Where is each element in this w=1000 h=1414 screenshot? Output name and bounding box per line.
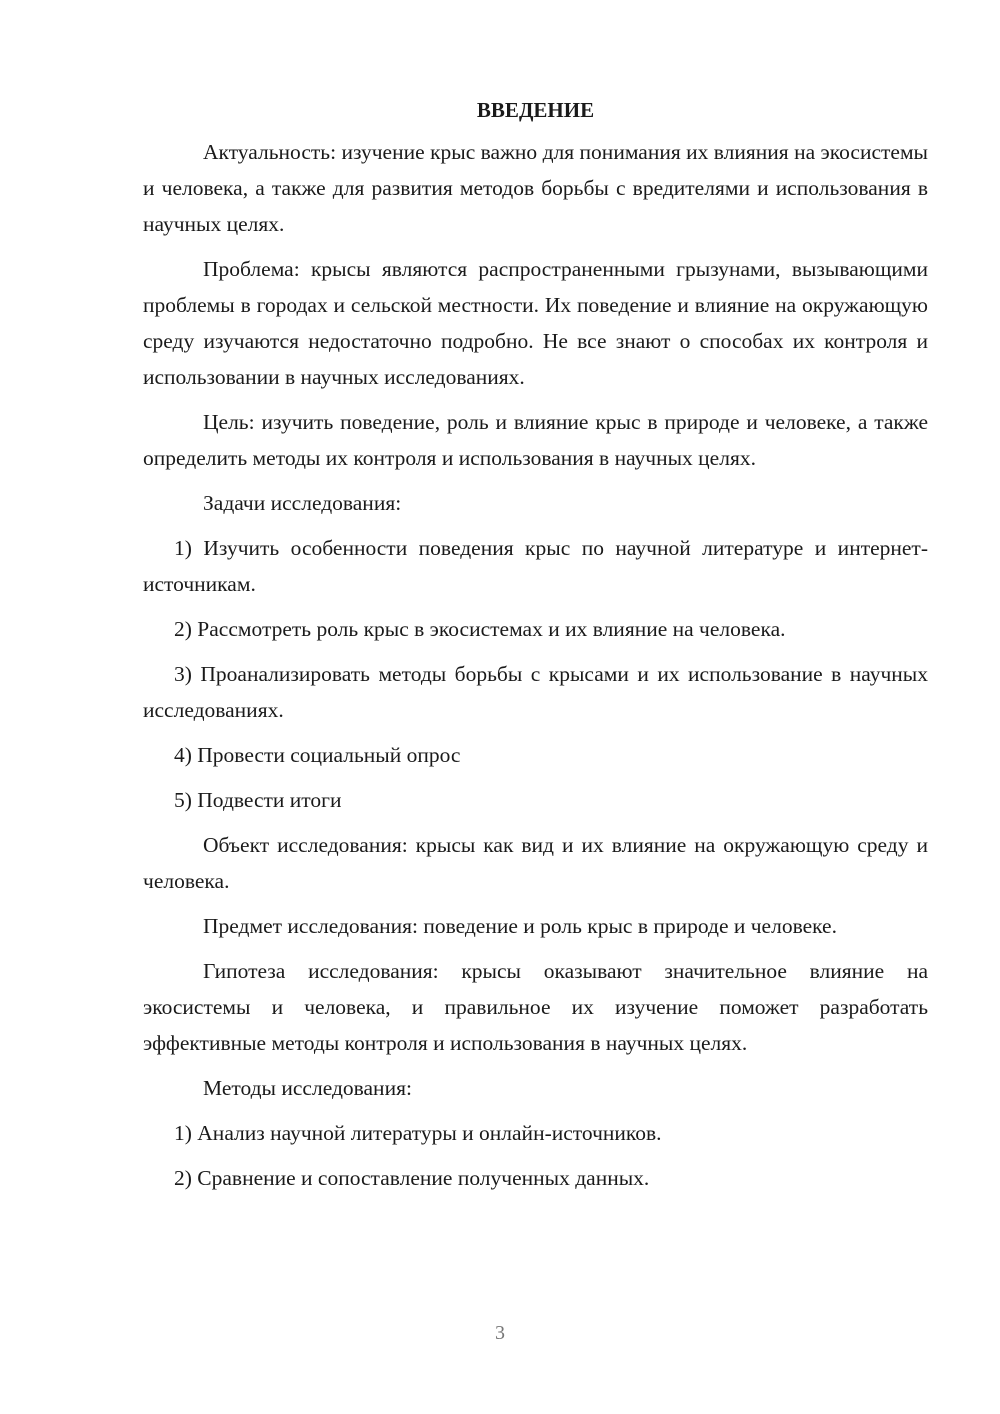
paragraph-goal: Цель: изучить поведение, роль и влияние крыс в природе и человеке, а также определить методы их контроля и использования в научных целях. (143, 410, 928, 470)
task-item-5: 5) Подвести итоги (174, 788, 342, 812)
paragraph-hypothesis: Гипотеза исследования: крысы оказывают значительное влияние на экосистемы и человека, и правильное их изучение поможет разработать эффективные методы контроля и использования в научных целях. (143, 959, 928, 1055)
task-item-1: 1) Изучить особенности поведения крыс по научной литературе и интернет-источникам. (143, 536, 928, 596)
method-item-1: 1) Анализ научной литературы и онлайн-источников. (174, 1121, 662, 1145)
paragraph-problem: Проблема: крысы являются распространенными грызунами, вызывающими проблемы в городах и сельской местности. Их поведение и влияние на окружающую среду изучаются недостаточно подробно. Не все знают о способах их контроля и использовании в научных исследованиях. (143, 257, 928, 389)
paragraph-object: Объект исследования: крысы как вид и их влияние на окружающую среду и человека. (143, 833, 928, 893)
paragraph-tasks-heading: Задачи исследования: (203, 491, 402, 515)
paragraph-relevance: Актуальность: изучение крыс важно для понимания их влияния на экосистемы и человека, а также для развития методов борьбы с вредителями и использования в научных целях. (143, 140, 928, 236)
section-title: ВВЕДЕНИЕ (476, 98, 595, 122)
task-item-2: 2) Рассмотреть роль крыс в экосистемах и их влияние на человека. (174, 617, 786, 641)
paragraph-methods-heading: Методы исследования: (203, 1076, 412, 1100)
page-number: 3 (495, 1322, 505, 1344)
task-item-3: 3) Проанализировать методы борьбы с крысами и их использование в научных исследованиях. (143, 662, 928, 722)
paragraph-subject: Предмет исследования: поведение и роль крыс в природе и человеке. (203, 914, 837, 938)
task-item-4: 4) Провести социальный опрос (174, 743, 461, 767)
document-page (143, 92, 928, 1205)
method-item-2: 2) Сравнение и сопоставление полученных данных. (174, 1166, 650, 1190)
